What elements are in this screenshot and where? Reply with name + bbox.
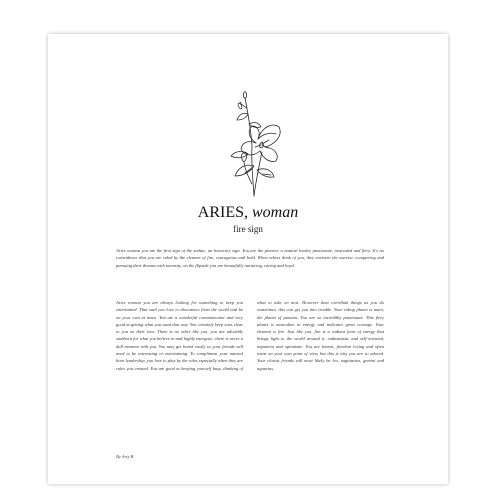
- body-paragraph: Aries woman you are always looking for something to keep you entertained. That said you love to disconnect from the world and be on your own at times. You are a wonderful communicator and very good at getting what you want that way. You certainly keep ones clear to you on their toes. There is no other like you, you are adorably stubborn for what you believe in and highly energetic; there is never a dull moment with you. You may get bored easily so your friends will need to be interesting or entertaining. To compliment your natural born leadership, you love to play by the rules especially when they are rules you created. You are good at keeping yourself busy, thinking of what to take on next. However dont overthink things as you do sometimes, this can get you into trouble. Your ruling planet is mars, the planet of passion. You are so incredibly passionate. This fiery planet is masculine in energy and indicates great courage. Your element is fire. Just like you, fire is a radiant form of energy that brings light to the world around it, enthusiastic and self-oriented, impatient and optimistic. You are honest, freedom loving and often insist on your own point of view, but this is why you are so adored. Your closest friends will most likely be leo, sagittarius, gemini and aquarius.: [116, 300, 384, 371]
- title-emphasis: woman: [252, 204, 299, 221]
- subtitle: fire sign: [233, 224, 263, 234]
- signature: By Arty B: [116, 454, 134, 459]
- flower-illustration: [218, 84, 288, 199]
- page-title: [48, 204, 448, 222]
- intro-paragraph: Aries woman you are the first sign of the zodiac, an honorary sign. You are the pioneer, a natural leader, passionate, motivated and fiery. It's no coincidence that you are ruled by the element of fire, courageous and bold. When others think of you, they envision the warrior, conquering and pursuing their dreams with intensity, on the flipside you are beautifully nurturing, caring and loyal.: [116, 248, 384, 268]
- title-main: ARIES,: [197, 204, 252, 221]
- body-columns: [116, 299, 384, 372]
- poster: [48, 34, 448, 484]
